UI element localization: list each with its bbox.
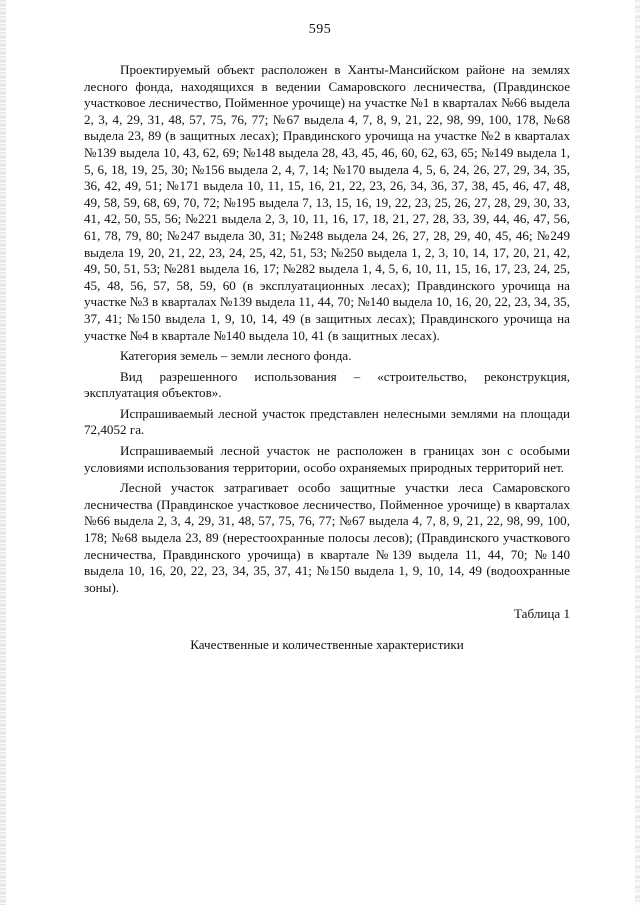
table-label: Таблица 1 <box>514 606 570 622</box>
page-number: 595 <box>308 22 332 37</box>
paragraph-land-category: Категория земель – земли лесного фонда. <box>120 348 352 364</box>
scan-edge-left <box>0 0 6 905</box>
paragraph-permitted-use: Вид разрешенного использования – «строительство, реконструкция, эксплуатация объектов». <box>84 368 570 401</box>
document-body <box>84 62 570 658</box>
paragraph-location: Проектируемый объект расположен в Ханты-Мансийском районе на землях лесного фонда, находящихся в ведении Самаровского лесничества, (Правдинское участковое лесничество, Пойменное урочище) на участке №1 в кварталах №66 выдела 2, 3, 4, 29, 31, 48, 57, 75, 76, 77; №67 выдела 4, 7, 8, 9, 21, 22, 98, 99, 100, 178, №68 выдела 23, 89 (в защитных лесах); Правдинского урочища на участке №2 в кварталах №139 выдела 10, 43, 62, 69; №148 выдела 28, 43, 45, 46, 60, 62, 63, 65; №149 выдела 1, 5, 6, 18, 19, 25, 30; №156 выдела 2, 4, 7, 14; №170 выдела 4, 5, 6, 24, 26, 27, 29, 34, 35, 36, 42, 49, 51; №171 выдела 10, 11, 15, 16, 21, 22, 23, 26, 34, 36, 37, 38, 45, 46, 47, 48, 49, 58, 59, 68, 69, 70, 72; №195 выдела 7, 13, 15, 16, 19, 22, 23, 25, 26, 27, 28, 29, 30, 33, 41, 42, 50, 55, 56; №221 выдела 2, 3, 10, 11, 16, 17, 18, 21, 27, 28, 33, 39, 44, 46, 47, 56, 61, 78, 79, 80; №247 выдела 30, 31; №248 выдела 24, 26, 27, 28, 29, 40, 45, 46; №249 выдела 19, 20, 21, 22, 23, 24, 25, 42, 51, 53; №250 выдела 1, 2, 3, 10, 14, 17, 20, 21, 42, 49, 50, 51, 53; №281 выдела 16, 17; №282 выдела 1, 4, 5, 6, 10, 11, 15, 16, 17, 23, 24, 25, 45, 48, 56, 57, 58, 59, 60 (в эксплуатационных лесах); Правдинского урочища на участке №3 в кварталах №139 выдела 11, 44, 70; №140 выдела 10, 16, 20, 22, 23, 34, 35, 37, 41; №150 выдела 1, 9, 10, 14, 49 (в защитных лесах); Правдинского урочища на участке №4 в квартале №140 выдела 10, 41 (в защитных лесах). <box>84 62 570 343</box>
paragraph-special-zones: Испрашиваемый лесной участок не расположен в границах зон с особыми условиями использования территории, особо охраняемых природных территорий нет. <box>84 443 570 475</box>
paragraph-protected-areas: Лесной участок затрагивает особо защитные участки леса Самаровского лесничества (Правдинское участковое лесничество, Пойменное урочище) в кварталах №66 выдела 2, 3, 4, 29, 31, 48, 57, 75, 76, 77; №67 выдела 4, 7, 8, 9, 21, 22, 98, 99, 100, 178; №68 выдела 23, 89 (нерестоохранные полосы лесов); (Правдинского участкового лесничества, Правдинского урочища) в квартале №139 выдела 11, 44, 70; №140 выдела 10, 16, 20, 22, 23, 34, 35, 37, 41; №150 выдела 1, 9, 10, 14, 49 (водоохранные зоны). <box>84 480 570 595</box>
table-title: Качественные и количественные характеристики <box>190 637 464 652</box>
scan-edge-right <box>635 0 640 905</box>
paragraph-area: Испрашиваемый лесной участок представлен нелесными землями на площади 72,4052 га. <box>84 405 570 438</box>
